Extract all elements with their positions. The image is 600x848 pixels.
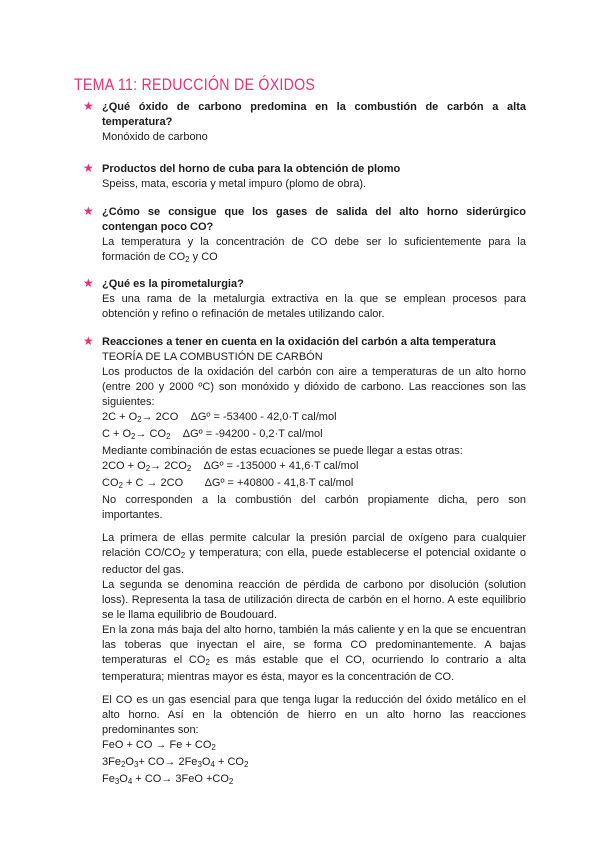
question: Productos del horno de cuba para la obtención de plomo [102,163,401,175]
reaction-2: $C + O_2\to CO_2$ ΔGº = -94200 - 0,2·T cal/mol [102,428,323,441]
reaction-1: $2C + O_2\to 2CO$ ΔGº = -53400 - 42,0·T cal/mol [102,411,337,424]
qa-item-4 [83,276,526,322]
question: ¿Qué es la pirometalurgia? [102,278,244,290]
answer-line: La temperatura y la concentración de CO debe ser lo suficientemente para la [102,236,526,248]
question: ¿Cómo se consigue que los gases de salida del alto horno siderúrgico contengan poco CO? [102,206,526,233]
paragraph-3: En la zona más baja del alto horno, también la más caliente y en la que se encuentran las toberas que inyectan el aire, se forma CO predominantemente. A bajas temperaturas el $CO_2$ es más estable que el CO, ocurriendo lo contrario a alta temperatura; mientras mayor es ésta, mayor es la concentración de CO. [102,624,526,683]
equation-2: $3Fe_2O_3+ CO\to 2Fe_3O_4 + CO_2$ [102,756,249,769]
equation-1: FeO + CO → $Fe + CO_2$ [102,739,216,752]
paragraph-2: La segunda se denomina reacción de pérdida de carbono por disolución (solution loss). Representa la tasa de utilización directa de carbón en el horno. A este equilibrio se le llama equilibrio de Boudouard. [102,579,526,621]
question: ¿Qué óxido de carbono predomina en la combustión de carbón a alta temperatura? [102,101,526,128]
answer: Speiss, mata, escoria y metal impuro (plomo de obra). [102,178,367,190]
section-subtitle: TEORÍA DE LA COMBUSTIÓN DE CARBÓN [102,351,323,363]
answer: Monóxido de carbono [102,131,208,143]
question: Reacciones a tener en cuenta en la oxidación del carbón a alta temperatura [102,336,496,348]
paragraph-4: El CO es un gas esencial para que tenga lugar la reducción del óxido metálico en el alto horno. Así en la obtención de hierro en un alto horno las reacciones predominantes son: [102,694,526,736]
intro-paragraph: Los productos de la oxidación del carbón con aire a temperaturas de un alto horno (entre 200 y 2000 ºC) son monóxido y dióxido de carbono. Las reacciones son las siguientes: [102,366,526,408]
equation-3: $Fe_3O_4 + CO\to 3FeO +CO_2$ [102,773,234,786]
reaction-3: $2CO + O_2\to 2CO_2$ ΔGº = -135000 + 41,6·T cal/mol [102,460,359,473]
paragraph-1: La primera de ellas permite calcular la presión parcial de oxígeno para cualquier relación $CO/CO_2$ y temperatura; con ella, puede establecerse el potencial oxidante o reductor del gas. [102,532,526,576]
qa-item-2 [83,161,526,192]
star-bullet-icon: ★ [83,204,94,218]
reaction-4: $CO_2 + C \to 2CO$ ΔGº = +40800 - 41,8·T cal/mol [102,477,354,490]
answer: Es una rama de la metalurgia extractiva en la que se emplean procesos para obtención y refino o refinación de metales utilizando calor. [102,293,526,320]
qa-item-3 [83,204,526,267]
star-bullet-icon: ★ [83,276,94,290]
star-bullet-icon: ★ [83,161,94,175]
combination-text: Mediante combinación de estas ecuaciones se puede llegar a estas otras: [102,445,463,457]
star-bullet-icon: ★ [83,99,94,113]
answer-line: formación de $CO_2$ y CO [102,251,218,264]
note-paragraph: No corresponden a la combustión del carbón propiamente dicha, pero son importantes. [102,494,526,521]
qa-item-1 [83,99,526,145]
page-title: TEMA 11: REDUCCIÓN DE ÓXIDOS [74,76,316,94]
star-bullet-icon: ★ [83,334,94,348]
qa-item-5 [83,334,526,789]
